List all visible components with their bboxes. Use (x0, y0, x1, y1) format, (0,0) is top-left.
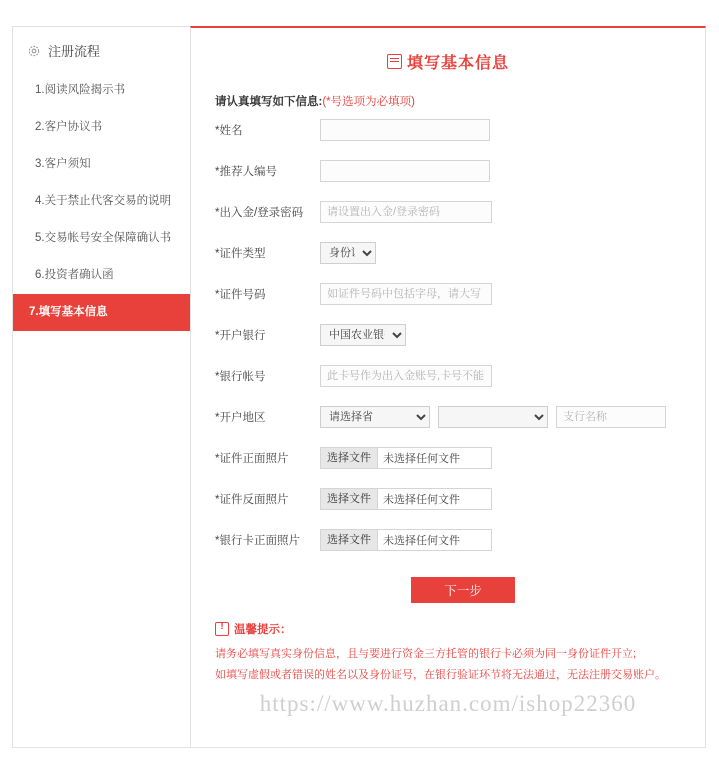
field-bank-account (320, 365, 492, 387)
field-card-front (320, 529, 492, 551)
label-id-number: *证件号码 (215, 289, 266, 301)
form-note (191, 81, 705, 109)
id-back-file-input[interactable] (320, 488, 492, 510)
id-back-file-status: 未选择任何文件 (383, 494, 460, 506)
sidebar-item-client-agreement[interactable]: 2.客户协议书 (35, 120, 103, 133)
sidebar-item-investor-confirmation[interactable]: 6.投资者确认函 (35, 268, 114, 281)
page-title (191, 28, 705, 81)
row-bank (191, 324, 705, 346)
page-title-text: 填写基本信息 (406, 55, 509, 72)
registration-page (12, 26, 706, 748)
id-type-select[interactable] (320, 242, 376, 264)
next-step-button[interactable]: 下一步 (411, 577, 515, 603)
warning-icon (215, 622, 229, 636)
label-id-front: *证件正面照片 (215, 453, 289, 465)
sidebar-item-client-notice[interactable]: 3.客户须知 (35, 157, 91, 170)
tips-heading (215, 621, 705, 637)
id-front-file-input[interactable] (320, 447, 492, 469)
row-referrer (191, 160, 705, 182)
row-password (191, 201, 705, 223)
watermark: https://www.huzhan.com/ishop22360 (259, 691, 637, 716)
field-id-type (320, 242, 376, 264)
tips-section (191, 621, 705, 686)
field-referrer (320, 160, 490, 182)
sidebar-list (13, 72, 190, 331)
sidebar-header (13, 27, 190, 72)
form-note-required: (*号选项为必填项) (322, 96, 415, 108)
field-bank (320, 324, 406, 346)
label-id-type: *证件类型 (215, 248, 266, 260)
field-id-front (320, 447, 492, 469)
tip-line-2: 如填写虚假或者错误的姓名以及身份证号，在银行验证环节将无法通过，无法注册交易账户。 (215, 668, 666, 681)
sidebar-item-account-security[interactable]: 5.交易帐号安全保障确认书 (35, 231, 172, 244)
card-front-file-status: 未选择任何文件 (383, 535, 460, 547)
row-card-front (191, 529, 705, 551)
label-region: *开户地区 (215, 412, 266, 424)
password-input[interactable] (320, 201, 492, 223)
label-password: *出入金/登录密码 (215, 207, 304, 219)
document-icon (387, 54, 402, 69)
label-referrer: *推荐人编号 (215, 166, 277, 178)
bank-account-input[interactable] (320, 365, 492, 387)
city-select[interactable] (438, 406, 548, 428)
row-bank-account (191, 365, 705, 387)
field-id-number (320, 283, 492, 305)
field-id-back (320, 488, 492, 510)
main-panel (190, 26, 706, 748)
sidebar-item-basic-info[interactable]: 7.填写基本信息 (13, 294, 190, 331)
card-front-choose-button[interactable]: 选择文件 (321, 530, 378, 550)
submit-row (191, 577, 705, 603)
id-front-choose-button[interactable]: 选择文件 (321, 448, 378, 468)
referrer-input[interactable] (320, 160, 490, 182)
label-name: *姓名 (215, 125, 243, 137)
card-front-file-input[interactable] (320, 529, 492, 551)
form-note-prefix: 请认真填写如下信息: (215, 96, 323, 108)
id-back-choose-button[interactable]: 选择文件 (321, 489, 378, 509)
sidebar-header-label: 注册流程 (48, 44, 101, 59)
name-input[interactable] (320, 119, 490, 141)
field-name (320, 119, 490, 141)
gear-icon (27, 44, 41, 58)
id-number-input[interactable] (320, 283, 492, 305)
row-region (191, 406, 705, 428)
id-front-file-status: 未选择任何文件 (383, 453, 460, 465)
label-id-back: *证件反面照片 (215, 494, 289, 506)
row-name (191, 119, 705, 141)
label-bank-account: *银行帐号 (215, 371, 266, 383)
label-card-front: *银行卡正面照片 (215, 535, 300, 547)
label-bank: *开户银行 (215, 330, 266, 342)
sidebar (12, 26, 190, 748)
branch-input[interactable] (556, 406, 666, 428)
tip-line-1: 请务必填写真实身份信息，且与要进行资金三方托管的银行卡必须为同一身份证件开立; (215, 648, 637, 660)
row-id-type (191, 242, 705, 264)
row-id-front (191, 447, 705, 469)
sidebar-item-risk-disclosure[interactable]: 1.阅读风险揭示书 (35, 84, 126, 96)
field-password (320, 201, 492, 223)
sidebar-item-proxy-trading-ban[interactable]: 4.关于禁止代客交易的说明 (35, 194, 172, 207)
row-id-back (191, 488, 705, 510)
field-region (320, 406, 666, 428)
tips-heading-text: 温馨提示： (234, 624, 292, 636)
row-id-number (191, 283, 705, 305)
province-select[interactable] (320, 406, 430, 428)
bank-select[interactable] (320, 324, 406, 346)
basic-info-form (191, 109, 705, 716)
